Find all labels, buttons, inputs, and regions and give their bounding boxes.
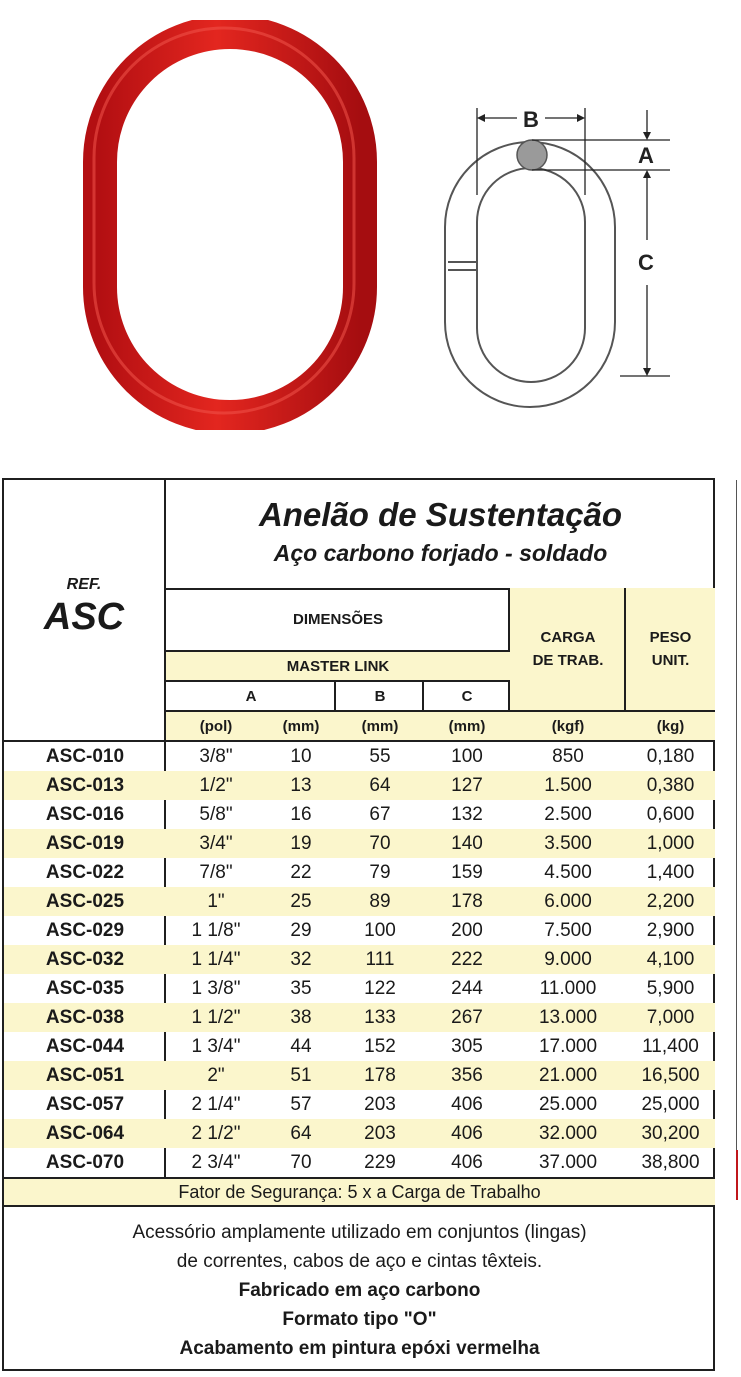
row-c-mm: 406 [451,1123,483,1144]
row-ref: ASC-051 [45,1065,125,1086]
row-ref: ASC-064 [45,1123,125,1144]
row-load: 32.000 [538,1123,598,1144]
row-load: 1.500 [544,775,592,796]
row-ref: ASC-038 [45,1007,125,1028]
weight-header-line1: PESO [649,629,692,646]
row-ref: ASC-029 [45,920,125,941]
row-b-mm: 79 [369,862,391,883]
unit-pol: (pol) [199,717,233,735]
row-a-mm: 38 [290,1007,312,1028]
description-line-1: Acessório amplamente utilizado em conjuntos (lingas) [132,1222,587,1243]
ref-header [4,480,166,740]
row-weight: 0,180 [646,746,695,767]
row-b-mm: 100 [364,920,396,941]
row-b-mm: 64 [369,775,391,796]
row-c-mm: 406 [451,1152,483,1173]
row-weight: 1,000 [646,833,695,854]
col-c-header: C [422,682,510,712]
row-load: 17.000 [538,1036,598,1057]
master-link-header: MASTER LINK [166,652,510,682]
row-a-mm: 22 [290,862,312,883]
row-load: 4.500 [544,862,592,883]
row-a-mm: 35 [290,978,312,999]
unit-b-mm: (mm) [361,717,399,735]
row-a-mm: 57 [290,1094,312,1115]
row-a-pol: 1/2" [199,775,233,796]
row-c-mm: 200 [451,920,483,941]
row-a-mm: 44 [290,1036,312,1057]
row-c-mm: 100 [451,746,483,767]
row-weight: 7,000 [646,1007,695,1028]
weight-header [624,588,715,712]
row-ref: ASC-010 [45,746,125,767]
row-c-mm: 356 [451,1065,483,1086]
row-c-mm: 140 [451,833,483,854]
row-a-mm: 51 [290,1065,312,1086]
description-line-2: de correntes, cabos de aço e cintas têxteis. [176,1251,543,1272]
row-a-mm: 16 [290,804,312,825]
dimension-label-a: A [638,143,654,168]
table-row [4,916,715,945]
row-weight: 0,600 [646,804,695,825]
row-a-pol: 3/8" [199,746,233,767]
row-load: 37.000 [538,1152,598,1173]
row-b-mm: 122 [364,978,396,999]
dimension-label-b: B [523,107,539,132]
row-a-pol: 1 3/8" [191,978,241,999]
row-a-pol: 1 1/2" [191,1007,241,1028]
table-row [4,858,715,887]
table-row [4,1090,715,1119]
description-line-3: Fabricado em aço carbono [238,1280,481,1301]
row-b-mm: 203 [364,1094,396,1115]
table-row [4,829,715,858]
table-row [4,1061,715,1090]
row-b-mm: 70 [369,833,391,854]
ref-label: REF. [66,576,102,593]
row-ref: ASC-035 [45,978,125,999]
row-weight: 11,400 [642,1036,699,1057]
product-subtitle: Aço carbono forjado - soldado [273,540,608,566]
unit-kg: (kg) [656,717,685,735]
load-header [508,588,626,712]
row-a-pol: 3/4" [199,833,233,854]
unit-kgf: (kgf) [551,717,585,735]
row-a-pol: 2 3/4" [191,1152,241,1173]
table-row [4,771,715,800]
table-row [4,800,715,829]
row-weight: 0,380 [646,775,695,796]
row-b-mm: 67 [369,804,391,825]
dimension-drawing [435,100,695,410]
row-weight: 2,900 [646,920,695,941]
row-a-mm: 32 [290,949,312,970]
title-block [166,480,715,590]
weight-header-line2: UNIT. [651,652,690,669]
row-a-mm: 13 [290,775,312,796]
row-a-pol: 1 1/4" [191,949,241,970]
row-c-mm: 305 [451,1036,483,1057]
row-a-pol: 2" [207,1065,225,1086]
row-b-mm: 89 [369,891,391,912]
row-load: 850 [552,746,584,767]
dimensions-header: DIMENSÕES [166,588,510,652]
row-a-pol: 2 1/4" [191,1094,241,1115]
row-a-pol: 2 1/2" [191,1123,241,1144]
table-row [4,1119,715,1148]
row-c-mm: 267 [451,1007,483,1028]
row-c-mm: 132 [451,804,483,825]
dimension-label-c: C [638,250,654,275]
table-row [4,887,715,916]
description-line-4: Formato tipo "O" [282,1309,437,1330]
row-load: 9.000 [544,949,592,970]
row-c-mm: 159 [451,862,483,883]
row-b-mm: 152 [364,1036,396,1057]
table-row [4,742,715,771]
ref-code: ASC [43,596,125,638]
row-a-pol: 5/8" [199,804,233,825]
col-b-header: B [334,682,424,712]
row-load: 11.000 [539,978,597,999]
row-c-mm: 127 [451,775,483,796]
row-b-mm: 55 [369,746,391,767]
row-b-mm: 178 [364,1065,396,1086]
row-a-mm: 70 [290,1152,312,1173]
master-link-photo [80,20,400,430]
table-row [4,1003,715,1032]
row-c-mm: 178 [451,891,483,912]
row-load: 6.000 [544,891,592,912]
load-header-line1: CARGA [540,629,596,646]
description-line-5: Acabamento em pintura epóxi vermelha [179,1338,540,1359]
table-row [4,945,715,974]
row-a-mm: 29 [290,920,312,941]
row-weight: 1,400 [646,862,695,883]
row-b-mm: 133 [364,1007,396,1028]
unit-c-mm: (mm) [448,717,486,735]
row-a-mm: 25 [290,891,312,912]
row-a-pol: 7/8" [199,862,233,883]
table-row [4,1148,715,1177]
row-weight: 4,100 [646,949,695,970]
row-a-mm: 64 [290,1123,312,1144]
row-c-mm: 406 [451,1094,483,1115]
row-ref: ASC-022 [45,862,125,883]
product-description [4,1218,715,1363]
row-weight: 2,200 [646,891,695,912]
row-weight: 38,800 [641,1152,700,1173]
row-a-mm: 10 [290,746,312,767]
row-a-pol: 1" [207,891,225,912]
row-load: 3.500 [544,833,592,854]
row-a-mm: 19 [290,833,312,854]
row-ref: ASC-019 [45,833,125,854]
row-load: 13.000 [538,1007,598,1028]
row-load: 2.500 [544,804,592,825]
load-header-line2: DE TRAB. [532,652,604,669]
page-edge-line [736,480,737,1150]
row-b-mm: 203 [364,1123,396,1144]
row-b-mm: 229 [364,1152,396,1173]
row-ref: ASC-057 [45,1094,125,1115]
product-title: Anelão de Sustentação [258,496,623,533]
unit-a-mm: (mm) [282,717,320,735]
row-b-mm: 111 [365,949,395,970]
row-weight: 5,900 [646,978,695,999]
row-a-pol: 1 1/8" [191,920,241,941]
row-ref: ASC-032 [45,949,125,970]
row-ref: ASC-044 [45,1036,125,1057]
row-ref: ASC-070 [45,1152,125,1173]
row-ref: ASC-025 [45,891,125,912]
row-c-mm: 222 [451,949,483,970]
units-row [166,712,715,740]
row-load: 25.000 [538,1094,598,1115]
col-a-header: A [166,682,336,712]
table-row [4,974,715,1003]
row-weight: 25,000 [641,1094,700,1115]
safety-factor-note: Fator de Segurança: 5 x a Carga de Trabalho [4,1177,715,1207]
row-c-mm: 244 [451,978,483,999]
row-weight: 30,200 [641,1123,700,1144]
row-ref: ASC-013 [45,775,125,796]
row-a-pol: 1 3/4" [191,1036,241,1057]
page-edge-accent [736,1150,738,1200]
row-load: 7.500 [544,920,592,941]
spec-table-body [4,742,715,1177]
row-weight: 16,500 [641,1065,700,1086]
row-load: 21.000 [538,1065,598,1086]
product-spec-sheet [2,478,715,1371]
table-row [4,1032,715,1061]
row-ref: ASC-016 [45,804,125,825]
